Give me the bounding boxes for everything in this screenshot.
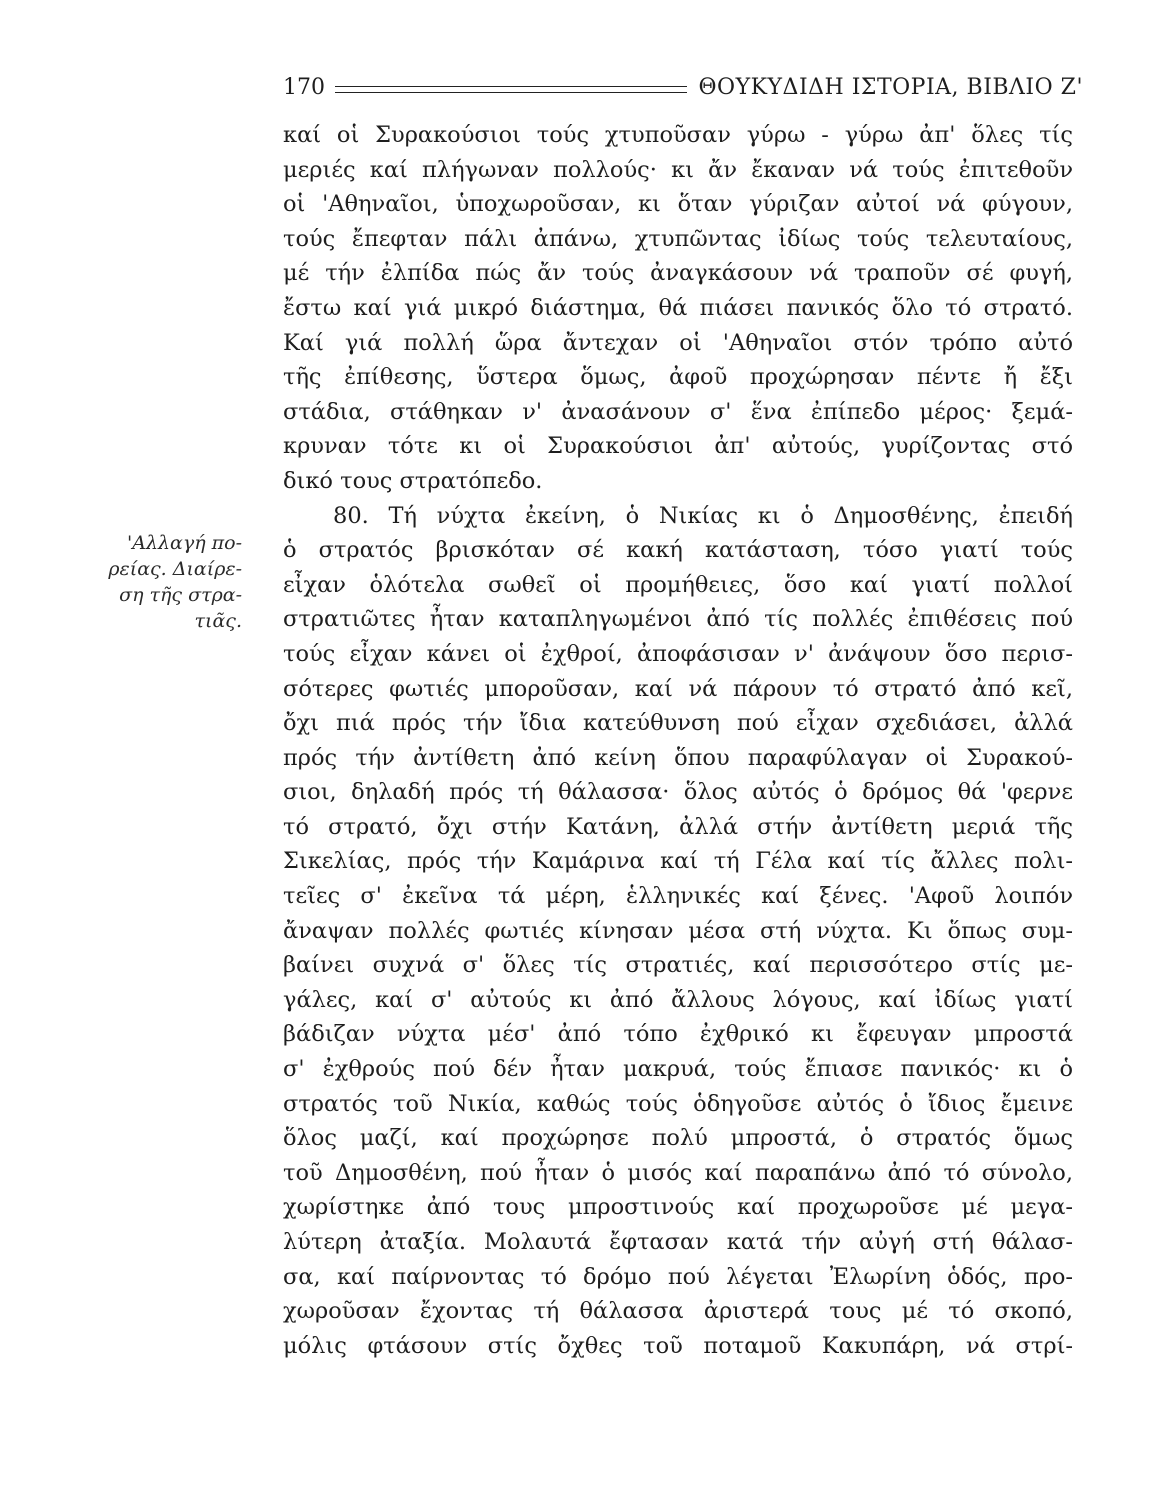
page-number: 170 [283, 74, 325, 100]
text-line: μέ τήν ἐλπίδα πώς ἄν τούς ἀναγκάσουν νά τραποῦν σέ φυγή, [283, 260, 1073, 287]
text-line: μόλις φτάσουν στίς ὄχθες τοῦ ποταμοῦ Κακυπάρη, νά στρί- [283, 1332, 1073, 1359]
text-line: ὁ στρατός βρισκόταν σέ κακή κατάσταση, τόσο γιατί τούς [283, 537, 1073, 564]
marginal-note-line: τιᾶς. [194, 610, 242, 632]
marginal-note [62, 530, 242, 634]
text-line: μεριές καί πλήγωναν πολλούς· κι ἄν ἔκαναν νά τούς ἐπιτεθοῦν [283, 156, 1073, 183]
text-line: χωροῦσαν ἔχοντας τή θάλασσα ἀριστερά τους μέ τό σκοπό, [283, 1298, 1073, 1325]
text-line: χωρίστηκε ἀπό τους μπροστινούς καί προχωροῦσε μέ μεγα- [283, 1194, 1073, 1221]
marginal-note-line: 'Αλλαγή πο- [127, 532, 242, 554]
text-line: σα, καί παίρνοντας τό δρόμο πού λέγεται Ἐλωρίνη ὁδός, προ- [283, 1263, 1073, 1290]
text-line: πρός τήν ἀντίθετη ἀπό κείνη ὅπου παραφύλαγαν οἱ Συρακού- [283, 744, 1073, 771]
marginal-note-line: ρείας. Διαίρε- [108, 558, 242, 580]
text-line: Καί γιά πολλή ὥρα ἄντεχαν οἱ 'Αθηναῖοι στόν τρόπο αὐτό [283, 329, 1073, 356]
text-line: τῆς ἐπίθεσης, ὕστερα ὅμως, ἀφοῦ προχώρησαν πέντε ἤ ἔξι [283, 364, 1073, 391]
text-line: τούς εἶχαν κάνει οἱ ἐχθροί, ἀποφάσισαν ν' ἀνάψουν ὅσο περισ- [283, 640, 1073, 667]
text-line: τεῖες σ' ἐκεῖνα τά μέρη, ἑλληνικές καί ξένες. 'Αφοῦ λοιπόν [283, 883, 1073, 910]
marginal-note-line: ση τῆς στρα- [119, 584, 242, 606]
text-line: τούς ἔπεφταν πάλι ἀπάνω, χτυπῶντας ἰδίως τούς τελευταίους, [283, 225, 1073, 252]
text-line: καί οἱ Συρακούσιοι τούς χτυποῦσαν γύρω - γύρω ἀπ' ὅλες τίς [283, 122, 1073, 148]
text-line: σ' ἐχθρούς πού δέν ἦταν μακρυά, τούς ἔπιασε πανικός· κι ὁ [283, 1056, 1073, 1083]
text-line: βαίνει συχνά σ' ὅλες τίς στρατιές, καί περισσότερο στίς με- [283, 952, 1073, 979]
text-line: ὅλος μαζί, καί προχώρησε πολύ μπροστά, ὁ στρατός ὅμως [283, 1125, 1073, 1152]
page-header [283, 68, 1083, 106]
text-line: δικό τους στρατόπεδο. [283, 467, 543, 494]
text-line: ἔστω καί γιά μικρό διάστημα, θά πιάσει πανικός ὅλο τό στρατό. [283, 294, 1073, 321]
running-title: ΘΟΥΚΥΔΙΔΗ ΙΣΤΟΡΙΑ, ΒΙΒΛΙΟ Ζ' [698, 74, 1083, 100]
text-line: λύτερη ἀταξία. Μολαυτά ἔφτασαν κατά τήν αὐγή στή θάλασ- [283, 1229, 1073, 1255]
text-line: τό στρατό, ὄχι στήν Κατάνη, ἀλλά στήν ἀντίθετη μεριά τῆς [283, 813, 1073, 840]
text-line: ὄχι πιά πρός τήν ἴδια κατεύθυνση πού εἶχαν σχεδιάσει, ἀλλά [283, 710, 1073, 737]
text-line: οἱ 'Αθηναῖοι, ὑποχωροῦσαν, κι ὅταν γύριζαν αὐτοί νά φύγουν, [283, 191, 1073, 218]
text-line: ἄναψαν πολλές φωτιές κίνησαν μέσα στή νύχτα. Κι ὅπως συμ- [283, 917, 1073, 944]
text-line: στάδια, στάθηκαν ν' ἀνασάνουν σ' ἕνα ἐπίπεδο μέρος· ξεμά- [283, 398, 1073, 425]
header-rule [335, 86, 687, 93]
chapter-80-first-line: 80. Τή νύχτα ἐκείνη, ὁ Νικίας κι ὁ Δημοσθένης, ἐπειδή [333, 502, 1073, 529]
text-line: στρατιῶτες ἦταν καταπληγωμένοι ἀπό τίς πολλές ἐπιθέσεις πού [283, 606, 1073, 633]
text-line: Σικελίας, πρός τήν Καμάρινα καί τή Γέλα καί τίς ἄλλες πολι- [283, 848, 1073, 875]
text-line: σιοι, δηλαδή πρός τή θάλασσα· ὅλος αὐτός ὁ δρόμος θά 'φερνε [283, 779, 1073, 806]
text-line: γάλες, καί σ' αὐτούς κι ἀπό ἄλλους λόγους, καί ἰδίως γιατί [283, 986, 1073, 1013]
text-line: στρατός τοῦ Νικία, καθώς τούς ὁδηγοῦσε αὐτός ὁ ἴδιος ἔμεινε [283, 1090, 1073, 1117]
text-line: βάδιζαν νύχτα μέσ' ἀπό τόπο ἐχθρικό κι ἔφευγαν μπροστά [283, 1021, 1073, 1048]
text-line: κρυναν τότε κι οἱ Συρακούσιοι ἀπ' αὐτούς, γυρίζοντας στό [283, 433, 1073, 460]
text-line: σότερες φωτιές μποροῦσαν, καί νά πάρουν τό στρατό ἀπό κεῖ, [283, 675, 1073, 702]
text-line: τοῦ Δημοσθένη, πού ἦταν ὁ μισός καί παραπάνω ἀπό τό σύνολο, [283, 1159, 1073, 1186]
body-text [283, 118, 1073, 1363]
text-line: εἶχαν ὁλότελα σωθεῖ οἱ προμήθειες, ὅσο καί γιατί πολλοί [283, 571, 1073, 598]
